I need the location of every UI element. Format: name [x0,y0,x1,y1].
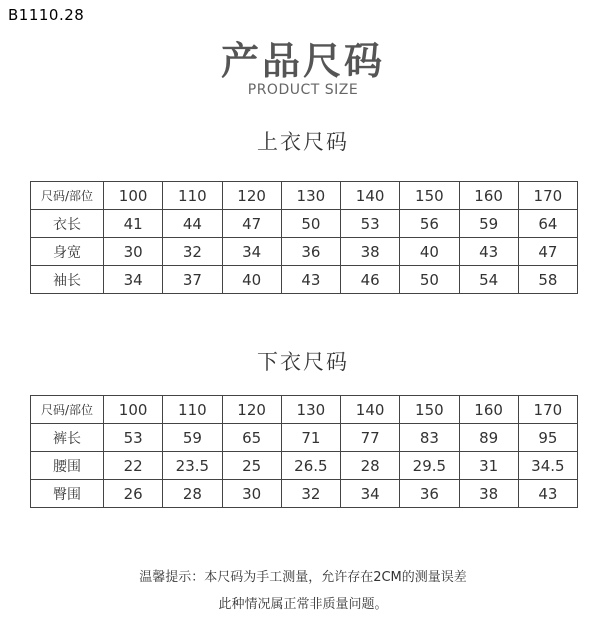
table-cell: 28 [163,480,222,508]
table-cell: 23.5 [163,452,222,480]
table-cell: 53 [104,424,163,452]
table-cell: 56 [400,210,459,238]
header-cell: 150 [400,182,459,210]
table-cell: 54 [459,266,518,294]
table-row [31,238,578,266]
top-size-title: 上衣尺码 [257,130,349,154]
table-cell: 50 [281,210,340,238]
table-cell: 37 [163,266,222,294]
header-cell: 120 [222,182,281,210]
table-row [31,424,578,452]
table-cell: 43 [281,266,340,294]
bottom-size-title: 下衣尺码 [257,350,349,374]
table-cell: 71 [281,424,340,452]
table-cell: 34 [222,238,281,266]
table-cell: 36 [281,238,340,266]
table-cell: 95 [518,424,577,452]
header-cell: 160 [459,182,518,210]
header-cell: 130 [281,182,340,210]
table-header-row [31,396,578,424]
header-cell: 150 [400,396,459,424]
header-cell: 160 [459,396,518,424]
table-cell: 47 [222,210,281,238]
table-cell: 26.5 [281,452,340,480]
header-cell: 170 [518,396,577,424]
table-cell: 22 [104,452,163,480]
header-cell: 140 [341,396,400,424]
row-label: 裤长 [31,424,104,452]
table-row [31,210,578,238]
top-size-table [30,181,578,294]
table-cell: 64 [518,210,577,238]
table-cell: 46 [341,266,400,294]
table-cell: 26 [104,480,163,508]
table-cell: 53 [341,210,400,238]
page-subtitle: PRODUCT SIZE [247,82,359,98]
table-cell: 40 [400,238,459,266]
row-label: 腰围 [31,452,104,480]
header-cell: 110 [163,182,222,210]
header-cell: 100 [104,396,163,424]
table-cell: 25 [222,452,281,480]
table-cell: 29.5 [400,452,459,480]
table-cell: 58 [518,266,577,294]
measurement-note-line-1: 温馨提示：本尺码为手工测量，允许存在2CM的测量误差 [139,570,467,585]
table-cell: 34 [104,266,163,294]
table-cell: 59 [459,210,518,238]
table-cell: 38 [459,480,518,508]
header-cell: 170 [518,182,577,210]
table-cell: 34.5 [518,452,577,480]
table-cell: 32 [281,480,340,508]
header-cell: 尺码/部位 [31,396,104,424]
table-cell: 43 [518,480,577,508]
header-cell: 110 [163,396,222,424]
table-cell: 77 [341,424,400,452]
table-cell: 41 [104,210,163,238]
page-title: 产品尺码 [220,39,385,83]
table-cell: 34 [341,480,400,508]
row-label: 衣长 [31,210,104,238]
row-label: 臀围 [31,480,104,508]
measurement-note-line-2: 此种情况属正常非质量问题。 [218,597,388,612]
table-cell: 36 [400,480,459,508]
table-cell: 83 [400,424,459,452]
table-cell: 43 [459,238,518,266]
table-row [31,266,578,294]
table-cell: 65 [222,424,281,452]
table-cell: 28 [341,452,400,480]
table-row [31,452,578,480]
header-cell: 120 [222,396,281,424]
table-cell: 89 [459,424,518,452]
header-cell: 130 [281,396,340,424]
row-label: 袖长 [31,266,104,294]
table-cell: 44 [163,210,222,238]
header-cell: 100 [104,182,163,210]
bottom-size-table [30,395,578,508]
table-row [31,480,578,508]
table-cell: 30 [222,480,281,508]
header-cell: 140 [341,182,400,210]
product-code: B1110.28 [8,6,85,24]
table-cell: 50 [400,266,459,294]
row-label: 身宽 [31,238,104,266]
table-cell: 30 [104,238,163,266]
table-cell: 32 [163,238,222,266]
table-cell: 47 [518,238,577,266]
table-cell: 31 [459,452,518,480]
table-cell: 59 [163,424,222,452]
table-cell: 38 [341,238,400,266]
header-cell: 尺码/部位 [31,182,104,210]
table-header-row [31,182,578,210]
table-cell: 40 [222,266,281,294]
